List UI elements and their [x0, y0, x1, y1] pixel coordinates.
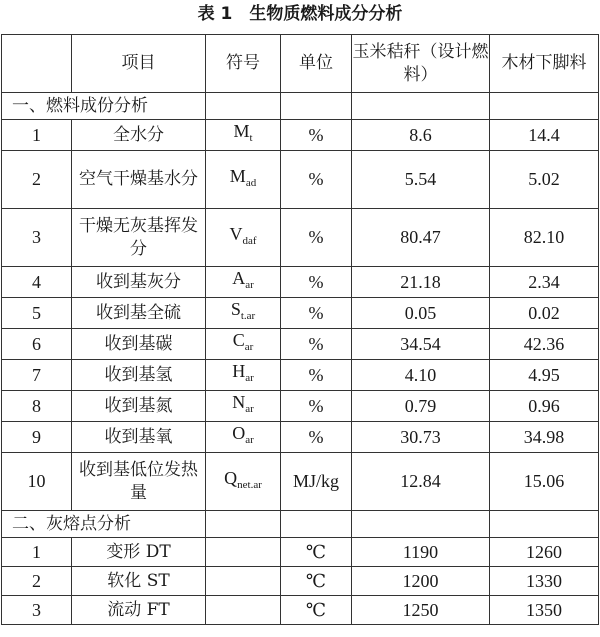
- empty-cell: [352, 511, 490, 538]
- row-wood-value: 42.36: [490, 329, 599, 360]
- header-unit: 单位: [281, 35, 352, 93]
- row-number: 1: [2, 538, 72, 567]
- row-number: 9: [2, 422, 72, 453]
- symbol-text: [233, 121, 253, 144]
- empty-cell: [490, 93, 599, 120]
- row-symbol: [206, 120, 281, 151]
- row-item: 收到基灰分: [72, 267, 206, 298]
- section-title: 一、燃料成份分析: [2, 93, 206, 120]
- symbol-main: M: [233, 121, 250, 141]
- table-row: [2, 360, 599, 391]
- symbol-subscript: t: [249, 132, 253, 144]
- row-symbol: [206, 267, 281, 298]
- row-unit: ℃: [281, 538, 352, 567]
- row-number: 3: [2, 209, 72, 267]
- row-corn-value: 1190: [352, 538, 490, 567]
- table-row: [2, 151, 599, 209]
- row-number: 10: [2, 453, 72, 511]
- row-item: 软化 ST: [72, 567, 206, 596]
- symbol-main: S: [230, 299, 241, 319]
- row-item: 全水分: [72, 120, 206, 151]
- row-item: 收到基氧: [72, 422, 206, 453]
- table-row: [2, 567, 599, 596]
- row-corn-value: 1250: [352, 596, 490, 625]
- row-corn-value: 0.05: [352, 298, 490, 329]
- row-symbol: [206, 596, 281, 625]
- table-row: [2, 298, 599, 329]
- row-item: 收到基全硫: [72, 298, 206, 329]
- header-symbol: 符号: [206, 35, 281, 93]
- row-item: 收到基氢: [72, 360, 206, 391]
- row-unit: %: [281, 120, 352, 151]
- row-unit: %: [281, 329, 352, 360]
- empty-cell: [352, 93, 490, 120]
- row-wood-value: 34.98: [490, 422, 599, 453]
- symbol-subscript: ar: [244, 341, 254, 353]
- table-row: [2, 538, 599, 567]
- table-row: [2, 596, 599, 625]
- symbol-main: A: [232, 268, 246, 288]
- row-symbol: [206, 360, 281, 391]
- symbol-subscript: ar: [245, 279, 254, 291]
- row-wood-value: 2.34: [490, 267, 599, 298]
- fuel-analysis-table: [1, 34, 599, 625]
- empty-cell: [206, 511, 281, 538]
- symbol-main: C: [232, 330, 245, 350]
- symbol-main: O: [232, 423, 246, 443]
- row-unit: MJ/kg: [281, 453, 352, 511]
- row-wood-value: 1330: [490, 567, 599, 596]
- symbol-text: [232, 330, 254, 353]
- row-number: 2: [2, 151, 72, 209]
- row-wood-value: 82.10: [490, 209, 599, 267]
- empty-cell: [490, 511, 599, 538]
- table-row: [2, 329, 599, 360]
- row-number: 2: [2, 567, 72, 596]
- row-corn-value: 8.6: [352, 120, 490, 151]
- row-corn-value: 4.10: [352, 360, 490, 391]
- row-symbol: [206, 538, 281, 567]
- symbol-text: [232, 423, 254, 446]
- symbol-subscript: daf: [242, 234, 257, 247]
- row-unit: %: [281, 391, 352, 422]
- symbol-main: H: [232, 361, 246, 381]
- row-wood-value: 5.02: [490, 151, 599, 209]
- row-unit: ℃: [281, 596, 352, 625]
- table-row: [2, 422, 599, 453]
- symbol-text: [229, 223, 257, 247]
- row-number: 1: [2, 120, 72, 151]
- symbol-text: [230, 299, 256, 322]
- section-row: [2, 511, 599, 538]
- symbol-text: [224, 467, 262, 491]
- symbol-main: V: [229, 223, 243, 244]
- row-number: 8: [2, 391, 72, 422]
- row-number: 4: [2, 267, 72, 298]
- row-number: 3: [2, 596, 72, 625]
- row-symbol: [206, 453, 281, 511]
- header-wood-scraps: 木材下脚料: [490, 35, 599, 93]
- row-item: 空气干燥基水分: [72, 151, 206, 209]
- row-corn-value: 34.54: [352, 329, 490, 360]
- row-number: 6: [2, 329, 72, 360]
- row-symbol: [206, 391, 281, 422]
- row-corn-value: 12.84: [352, 453, 490, 511]
- row-symbol: [206, 151, 281, 209]
- row-wood-value: 0.02: [490, 298, 599, 329]
- row-item: 收到基碳: [72, 329, 206, 360]
- row-corn-value: 21.18: [352, 267, 490, 298]
- header-item: 项目: [72, 35, 206, 93]
- symbol-subscript: ad: [245, 176, 257, 189]
- table-row: [2, 391, 599, 422]
- table-row: [2, 120, 599, 151]
- symbol-subscript: net.ar: [237, 478, 262, 491]
- row-unit: %: [281, 209, 352, 267]
- symbol-text: [232, 268, 254, 291]
- row-unit: %: [281, 267, 352, 298]
- row-item: 收到基氮: [72, 391, 206, 422]
- symbol-main: M: [229, 165, 246, 186]
- table-row: [2, 209, 599, 267]
- table-body: [2, 93, 599, 625]
- row-item: 流动 FT: [72, 596, 206, 625]
- row-item: 变形 DT: [72, 538, 206, 567]
- row-wood-value: 14.4: [490, 120, 599, 151]
- row-item: 收到基低位发热量: [72, 453, 206, 511]
- row-symbol: [206, 298, 281, 329]
- symbol-text: [232, 361, 254, 384]
- header-blank: [2, 35, 72, 93]
- row-corn-value: 80.47: [352, 209, 490, 267]
- row-symbol: [206, 567, 281, 596]
- symbol-main: N: [232, 392, 246, 412]
- header-row: [2, 35, 599, 93]
- section-title: 二、灰熔点分析: [2, 511, 206, 538]
- row-wood-value: 0.96: [490, 391, 599, 422]
- symbol-main: Q: [224, 467, 238, 488]
- row-wood-value: 1350: [490, 596, 599, 625]
- empty-cell: [281, 93, 352, 120]
- symbol-subscript: ar: [245, 372, 254, 384]
- row-unit: %: [281, 360, 352, 391]
- row-wood-value: 15.06: [490, 453, 599, 511]
- row-unit: %: [281, 422, 352, 453]
- symbol-text: [232, 392, 254, 415]
- row-corn-value: 0.79: [352, 391, 490, 422]
- row-wood-value: 1260: [490, 538, 599, 567]
- table-caption: 表 1 生物质燃料成分分析: [197, 4, 403, 24]
- table-row: [2, 453, 599, 511]
- row-number: 5: [2, 298, 72, 329]
- header-corn-stalk: 玉米秸秆（设计燃料）: [352, 35, 490, 93]
- row-item: 干燥无灰基挥发分: [72, 209, 206, 267]
- symbol-subscript: t.ar: [240, 310, 256, 322]
- row-corn-value: 30.73: [352, 422, 490, 453]
- row-symbol: [206, 329, 281, 360]
- row-unit: %: [281, 151, 352, 209]
- row-wood-value: 4.95: [490, 360, 599, 391]
- empty-cell: [206, 93, 281, 120]
- row-symbol: [206, 209, 281, 267]
- symbol-subscript: ar: [245, 403, 254, 415]
- row-unit: %: [281, 298, 352, 329]
- row-corn-value: 5.54: [352, 151, 490, 209]
- row-symbol: [206, 422, 281, 453]
- row-corn-value: 1200: [352, 567, 490, 596]
- table-row: [2, 267, 599, 298]
- row-number: 7: [2, 360, 72, 391]
- empty-cell: [281, 511, 352, 538]
- section-row: [2, 93, 599, 120]
- symbol-text: [229, 165, 257, 189]
- row-unit: ℃: [281, 567, 352, 596]
- symbol-subscript: ar: [245, 434, 254, 446]
